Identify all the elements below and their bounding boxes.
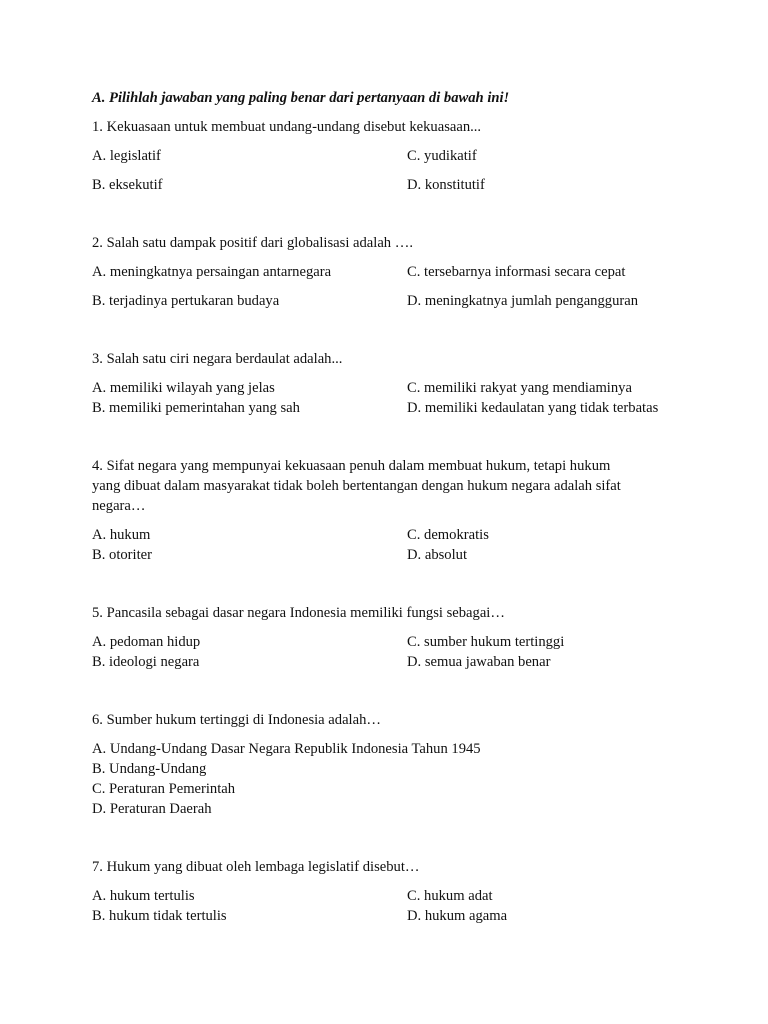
option-d: D. absolut xyxy=(407,547,467,563)
option-a: A. hukum tertulis xyxy=(92,888,195,904)
option-c: C. sumber hukum tertinggi xyxy=(407,634,565,650)
question-3 xyxy=(92,349,712,418)
question-text: 3. Salah satu ciri negara berdaulat adalah... xyxy=(92,351,343,367)
option-c: C. Peraturan Pemerintah xyxy=(92,781,236,797)
option-c: C. yudikatif xyxy=(407,148,477,164)
option-a: A. legislatif xyxy=(92,148,161,164)
options xyxy=(92,739,712,819)
option-d: D. Peraturan Daerah xyxy=(92,801,212,817)
options xyxy=(92,378,712,418)
question-1 xyxy=(92,117,712,195)
option-d: D. semua jawaban benar xyxy=(407,654,551,670)
options xyxy=(92,632,712,672)
question-2 xyxy=(92,233,712,311)
option-d: D. hukum agama xyxy=(407,908,508,924)
options xyxy=(92,146,712,195)
option-b: B. eksekutif xyxy=(92,177,163,193)
option-a: A. meningkatnya persaingan antarnegara xyxy=(92,264,332,280)
question-5 xyxy=(92,603,712,672)
question-text: 7. Hukum yang dibuat oleh lembaga legislatif disebut… xyxy=(92,859,420,875)
options xyxy=(92,262,712,311)
option-b: B. hukum tidak tertulis xyxy=(92,908,227,924)
options xyxy=(92,886,712,926)
question-7 xyxy=(92,857,712,926)
question-text: 5. Pancasila sebagai dasar negara Indonesia memiliki fungsi sebagai… xyxy=(92,605,505,621)
option-a: A. Undang-Undang Dasar Negara Republik Indonesia Tahun 1945 xyxy=(92,741,481,757)
question-text: 6. Sumber hukum tertinggi di Indonesia adalah… xyxy=(92,712,381,728)
option-c: C. memiliki rakyat yang mendiaminya xyxy=(407,380,632,396)
question-text-line-3: negara… xyxy=(92,498,146,514)
option-a: A. memiliki wilayah yang jelas xyxy=(92,380,275,396)
option-a: A. pedoman hidup xyxy=(92,634,201,650)
question-text: 2. Salah satu dampak positif dari globalisasi adalah …. xyxy=(92,235,413,251)
option-c: C. demokratis xyxy=(407,527,489,543)
question-text-line-2: yang dibuat dalam masyarakat tidak boleh bertentangan dengan hukum negara adalah sifat xyxy=(92,478,621,494)
instruction-heading: A. Pilihlah jawaban yang paling benar dari pertanyaan di bawah ini! xyxy=(92,90,510,106)
option-c: C. hukum adat xyxy=(407,888,493,904)
quiz-document xyxy=(92,88,712,926)
option-d: D. konstitutif xyxy=(407,177,485,193)
question-text-line-1: 4. Sifat negara yang mempunyai kekuasaan penuh dalam membuat hukum, tetapi hukum xyxy=(92,458,611,474)
option-b: B. Undang-Undang xyxy=(92,761,207,777)
option-b: B. otoriter xyxy=(92,547,152,563)
option-b: B. memiliki pemerintahan yang sah xyxy=(92,400,300,416)
option-d: D. meningkatnya jumlah pengangguran xyxy=(407,293,639,309)
option-b: B. terjadinya pertukaran budaya xyxy=(92,293,280,309)
option-d: D. memiliki kedaulatan yang tidak terbatas xyxy=(407,400,659,416)
option-b: B. ideologi negara xyxy=(92,654,200,670)
options xyxy=(92,525,712,565)
question-text: 1. Kekuasaan untuk membuat undang-undang disebut kekuasaan... xyxy=(92,119,482,135)
option-c: C. tersebarnya informasi secara cepat xyxy=(407,264,626,280)
question-6 xyxy=(92,710,712,819)
question-4 xyxy=(92,456,712,565)
option-a: A. hukum xyxy=(92,527,151,543)
